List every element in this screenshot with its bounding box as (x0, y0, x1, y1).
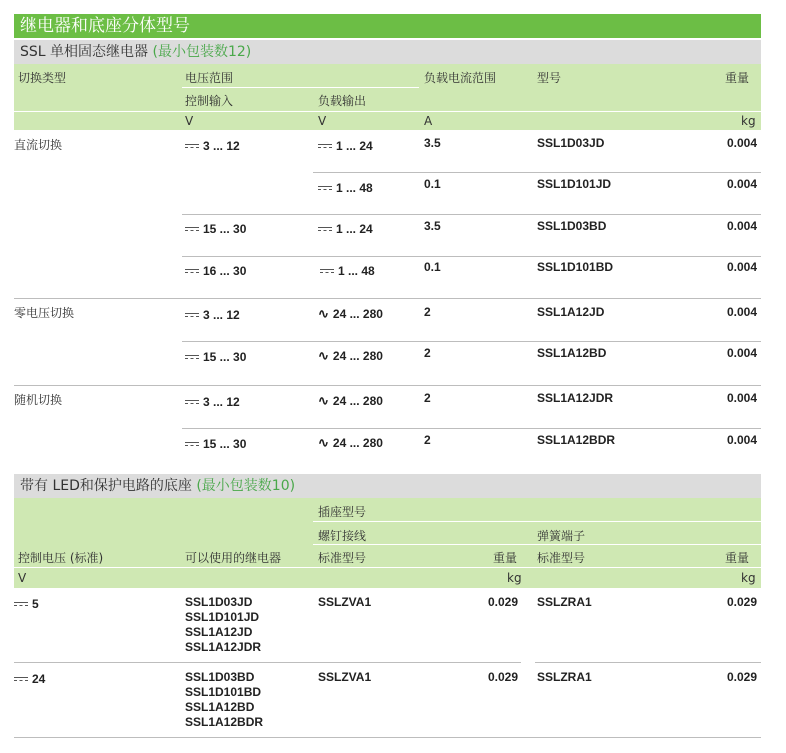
table-row-control: 15 ... 30 (185, 437, 246, 451)
table-row-control: 15 ... 30 (185, 222, 246, 236)
header-control-input: 控制输入 (185, 94, 234, 108)
table-row-model: SSL1A12BD (537, 346, 607, 360)
relay-list-item: SSL1A12BD (185, 700, 255, 714)
dc-symbol-icon (320, 269, 334, 275)
relay-list-item: SSL1D101BD (185, 685, 262, 699)
dc-symbol-icon (185, 442, 199, 448)
header-switch-type: 切换类型 (18, 71, 67, 85)
table-row-screw-model: SSLZVA1 (318, 670, 372, 684)
table-row-voltage: 5 (14, 597, 39, 611)
header-weight-screw: 重量 (493, 551, 518, 565)
table-row-current: 3.5 (424, 219, 441, 233)
relay-section-note: (最小包装数12) (152, 44, 252, 60)
table-row-current: 0.1 (424, 260, 441, 274)
dc-symbol-icon (185, 313, 199, 319)
dc-symbol-icon (14, 677, 28, 683)
table-row-output: 1 ... 48 (318, 181, 373, 195)
group-zero-voltage-switching: 零电压切换 (14, 306, 75, 320)
header-weight: 重量 (725, 71, 750, 85)
base-section-note: (最小包装数10) (196, 478, 296, 494)
table-row-control: 3 ... 12 (185, 395, 240, 409)
base-section-title: 带有 LED和保护电路的底座 (20, 478, 192, 494)
relay-list-item: SSL1D03BD (185, 670, 255, 684)
table-row-screw-weight: 0.029 (488, 595, 519, 609)
unit-output-v: V (318, 114, 327, 128)
relay-table-header (14, 64, 761, 130)
header-control-voltage: 控制电压 (标准) (18, 551, 104, 565)
unit-screw-kg: kg (507, 571, 522, 585)
header-weight-spring: 重量 (725, 551, 750, 565)
dc-symbol-icon (318, 227, 332, 233)
header-voltage-range: 电压范围 (185, 71, 234, 85)
header-usable-relay: 可以使用的继电器 (185, 551, 282, 565)
table-row-model: SSL1A12BDR (537, 433, 616, 447)
group-dc-switching: 直流切换 (14, 138, 63, 152)
table-row-current: 0.1 (424, 177, 441, 191)
relay-list-item: SSL1D03JD (185, 595, 253, 609)
header-load-current: 负载电流范围 (424, 71, 497, 85)
table-row-weight: 0.004 (727, 346, 758, 360)
table-row-weight: 0.004 (727, 177, 758, 191)
table-row-model: SSL1D03BD (537, 219, 607, 233)
header-load-output: 负载输出 (318, 94, 367, 108)
table-row-current: 3.5 (424, 136, 441, 150)
table-row-weight: 0.004 (727, 391, 758, 405)
table-row-control: 15 ... 30 (185, 350, 246, 364)
header-socket-model: 插座型号 (318, 505, 367, 519)
page-title: 继电器和底座分体型号 (14, 14, 761, 38)
table-row-model: SSL1A12JDR (537, 391, 614, 405)
ac-symbol-icon: ∿ (318, 435, 329, 450)
table-row-voltage: 24 (14, 672, 45, 686)
table-row-spring-weight: 0.029 (727, 595, 758, 609)
dc-symbol-icon (185, 400, 199, 406)
relay-section-title: SSL 单相固态继电器 (20, 44, 149, 60)
unit-control-v: V (185, 114, 194, 128)
table-row-output: ∿ 24 ... 280 (318, 393, 383, 408)
dc-symbol-icon (185, 269, 199, 275)
table-row-model: SSL1D101JD (537, 177, 612, 191)
unit-voltage-v: V (18, 571, 27, 585)
base-section-heading (14, 474, 761, 498)
table-row-current: 2 (424, 433, 431, 447)
table-row-spring-model: SSLZRA1 (537, 595, 592, 609)
table-row-current: 2 (424, 305, 431, 319)
unit-weight-kg: kg (741, 114, 756, 128)
relay-list-item: SSL1A12JDR (185, 640, 262, 654)
unit-spring-kg: kg (741, 571, 756, 585)
table-row-output: 1 ... 24 (318, 139, 373, 153)
base-table-header (14, 498, 761, 588)
relay-list-item: SSL1A12JD (185, 625, 253, 639)
group-random-switching: 随机切换 (14, 393, 63, 407)
header-std-model-spring: 标准型号 (537, 551, 586, 565)
ac-symbol-icon: ∿ (318, 306, 329, 321)
dc-symbol-icon (14, 602, 28, 608)
table-row-output: ∿ 24 ... 280 (318, 435, 383, 450)
unit-current-a: A (424, 114, 433, 128)
table-row-weight: 0.004 (727, 136, 758, 150)
header-model: 型号 (537, 71, 562, 85)
table-row-output: ∿ 24 ... 280 (318, 348, 383, 363)
dc-symbol-icon (185, 227, 199, 233)
relay-list-item: SSL1A12BDR (185, 715, 264, 729)
table-row-weight: 0.004 (727, 219, 758, 233)
table-row-output: 1 ... 24 (318, 222, 373, 236)
dc-symbol-icon (318, 186, 332, 192)
table-row-model: SSL1A12JD (537, 305, 605, 319)
header-std-model-screw: 标准型号 (318, 551, 367, 565)
ac-symbol-icon: ∿ (318, 393, 329, 408)
table-row-control: 3 ... 12 (185, 139, 240, 153)
ac-symbol-icon: ∿ (318, 348, 329, 363)
table-row-weight: 0.004 (727, 305, 758, 319)
relay-list-item: SSL1D101JD (185, 610, 260, 624)
table-row-model: SSL1D101BD (537, 260, 614, 274)
table-row-model: SSL1D03JD (537, 136, 605, 150)
table-row-weight: 0.004 (727, 433, 758, 447)
table-row-control: 3 ... 12 (185, 308, 240, 322)
table-row-spring-weight: 0.029 (727, 670, 758, 684)
table-row-screw-model: SSLZVA1 (318, 595, 372, 609)
header-spring-terminal: 弹簧端子 (537, 529, 586, 543)
table-row-current: 2 (424, 346, 431, 360)
relay-section-heading (14, 40, 761, 64)
dc-symbol-icon (185, 355, 199, 361)
dc-symbol-icon (318, 144, 332, 150)
table-row-screw-weight: 0.029 (488, 670, 519, 684)
table-row-current: 2 (424, 391, 431, 405)
table-row-weight: 0.004 (727, 260, 758, 274)
header-screw-terminal: 螺钉接线 (318, 529, 367, 543)
table-row-output: 1 ... 48 (320, 264, 375, 278)
table-row-control: 16 ... 30 (185, 264, 246, 278)
table-row-spring-model: SSLZRA1 (537, 670, 592, 684)
table-row-output: ∿ 24 ... 280 (318, 306, 383, 321)
dc-symbol-icon (185, 144, 199, 150)
